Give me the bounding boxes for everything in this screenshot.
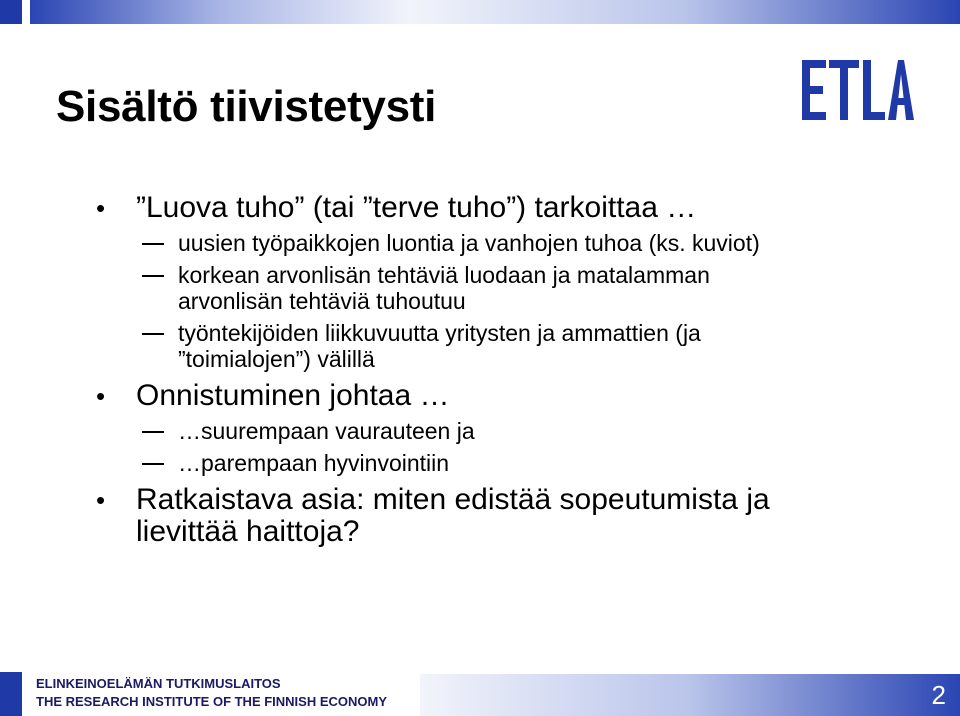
page-number: 2 — [931, 680, 946, 710]
footer-accent-gap — [22, 672, 30, 716]
bullet-list — [0, 192, 960, 548]
slide-title: Sisältö tiivistetysti — [56, 82, 437, 131]
sub-bullet-item: …parempaan hyvinvointiin — [178, 450, 818, 476]
etla-logo — [802, 60, 914, 120]
sub-bullet-item: korkean arvonlisän tehtäviä luodaan ja matalamman arvonlisän tehtäviä tuhoutuu — [178, 262, 818, 314]
footer-accent-bar — [0, 672, 22, 716]
footer-gradient-bar — [420, 674, 960, 716]
top-strip-segment — [0, 0, 22, 24]
bullet-item: • ”Luova tuho” (tai ”terve tuho”) tarkoittaa … — [136, 192, 836, 224]
footer-institute-fi: ELINKEINOELÄMÄN TUTKIMUSLAITOS — [36, 676, 281, 691]
top-strip-segment — [30, 0, 410, 24]
sub-bullet-item: uusien työpaikkojen luontia ja vanhojen tuhoa (ks. kuviot) — [178, 230, 818, 256]
top-decorative-strip — [0, 0, 960, 24]
bullet-item: • Ratkaistava asia: miten edistää sopeutumista ja lievittää haittoja? — [136, 484, 836, 548]
sub-bullet-item: …suurempaan vaurauteen ja — [178, 418, 818, 444]
footer-institute-en: THE RESEARCH INSTITUTE OF THE FINNISH ECONOMY — [36, 694, 388, 709]
sub-bullet-item: työntekijöiden liikkuvuutta yritysten ja ammattien (ja ”toimialojen”) välillä — [178, 320, 818, 372]
bullet-item: • Onnistuminen johtaa … — [136, 380, 836, 412]
footer — [0, 672, 960, 716]
top-strip-segment — [410, 0, 960, 24]
top-strip-segment — [22, 0, 30, 24]
